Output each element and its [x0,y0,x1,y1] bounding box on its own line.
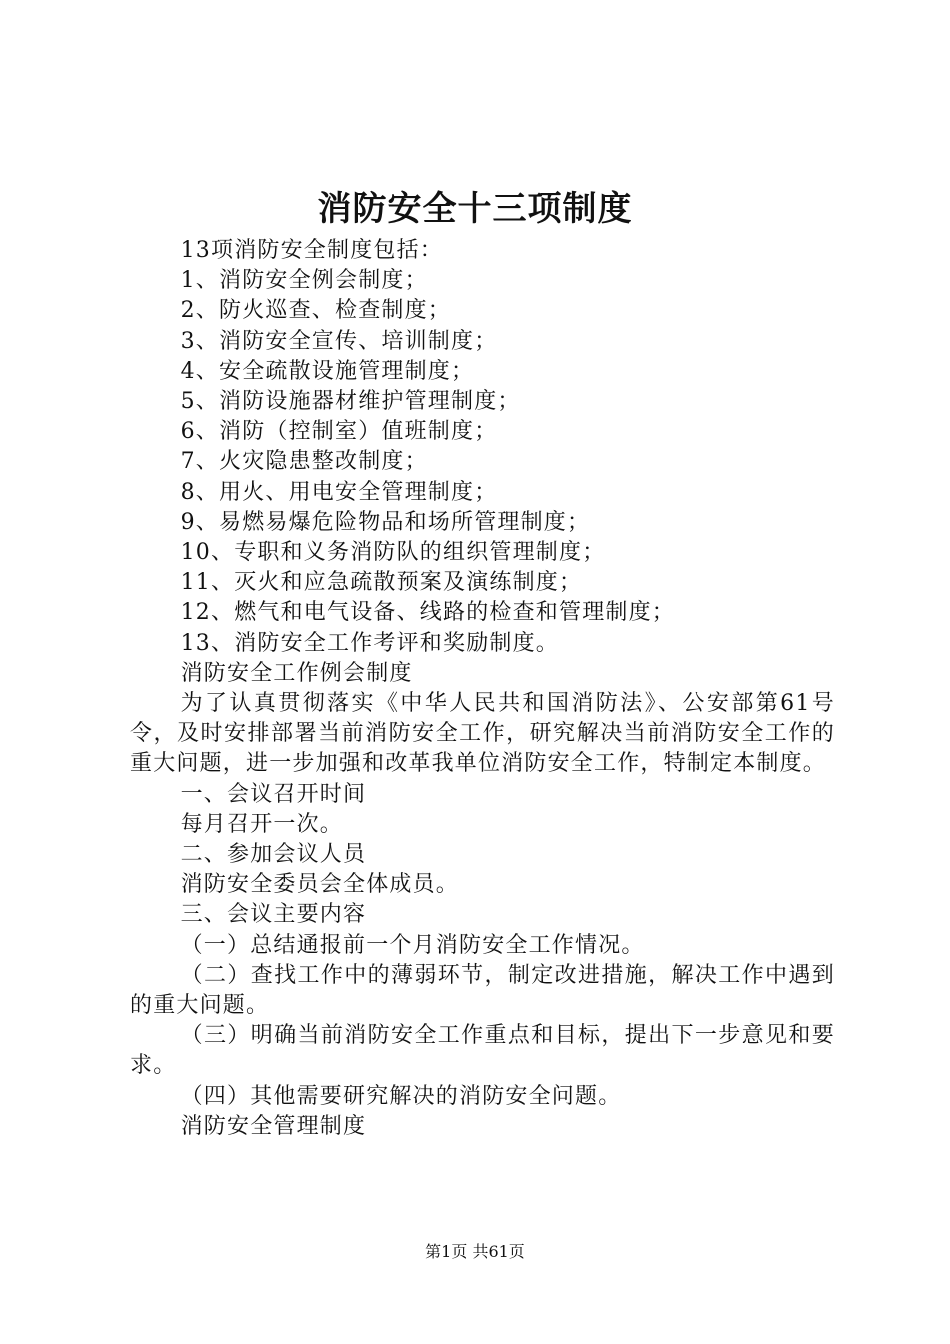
section-heading: 消防安全工作例会制度 [180,660,413,686]
paragraph: 每月召开一次。 [180,811,343,837]
list-item: 9、易燃易爆危险物品和场所管理制度； [180,509,591,535]
list-item: 8、用火、用电安全管理制度； [180,479,498,505]
subsection-heading: 三、会议主要内容 [180,902,367,928]
paragraph: （四）其他需要研究解决的消防安全问题。 [180,1083,622,1109]
list-item: 2、防火巡查、检查制度； [180,298,451,324]
list-item: 3、消防安全宣传、培训制度； [180,328,498,354]
list-item: 11、灭火和应急疏散预案及演练制度； [180,570,583,596]
subsection-heading: 一、会议召开时间 [180,781,367,807]
list-item: 6、消防（控制室）值班制度； [180,419,498,445]
list-item: 1、消防安全例会制度； [180,268,428,294]
list-item: 5、消防设施器材维护管理制度； [180,389,521,415]
paragraph: 13项消防安全制度包括： [180,238,443,263]
paragraph: 消防安全委员会全体成员。 [180,872,459,898]
page-footer: 第1页 共61页 [425,1242,525,1261]
list-item: 13、消防安全工作考评和奖励制度。 [180,630,559,656]
document-body [130,236,835,1142]
section-heading: 消防安全管理制度 [180,1113,367,1139]
paragraph: 为了认真贯彻落实《中华人民共和国消防法》、公安部第61号令，及时安排部署当前消防安全工作，研究解决当前消防安全工作的重大问题，进一步加强和改革我单位消防安全工作，特制定本制度。 [130,691,835,777]
paragraph: （三）明确当前消防安全工作重点和目标，提出下一步意见和要求。 [130,1023,835,1079]
paragraph: （一）总结通报前一个月消防安全工作情况。 [180,932,645,958]
list-item: 4、安全疏散设施管理制度； [180,358,475,384]
list-item: 7、火灾隐患整改制度； [180,449,428,475]
document-title: 消防安全十三项制度 [317,189,633,229]
list-item: 10、专职和义务消防队的组织管理制度； [180,540,606,566]
paragraph: （二）查找工作中的薄弱环节，制定改进措施，解决工作中遇到的重大问题。 [130,962,835,1019]
subsection-heading: 二、参加会议人员 [180,842,367,868]
list-item: 12、燃气和电气设备、线路的检查和管理制度； [180,600,675,626]
